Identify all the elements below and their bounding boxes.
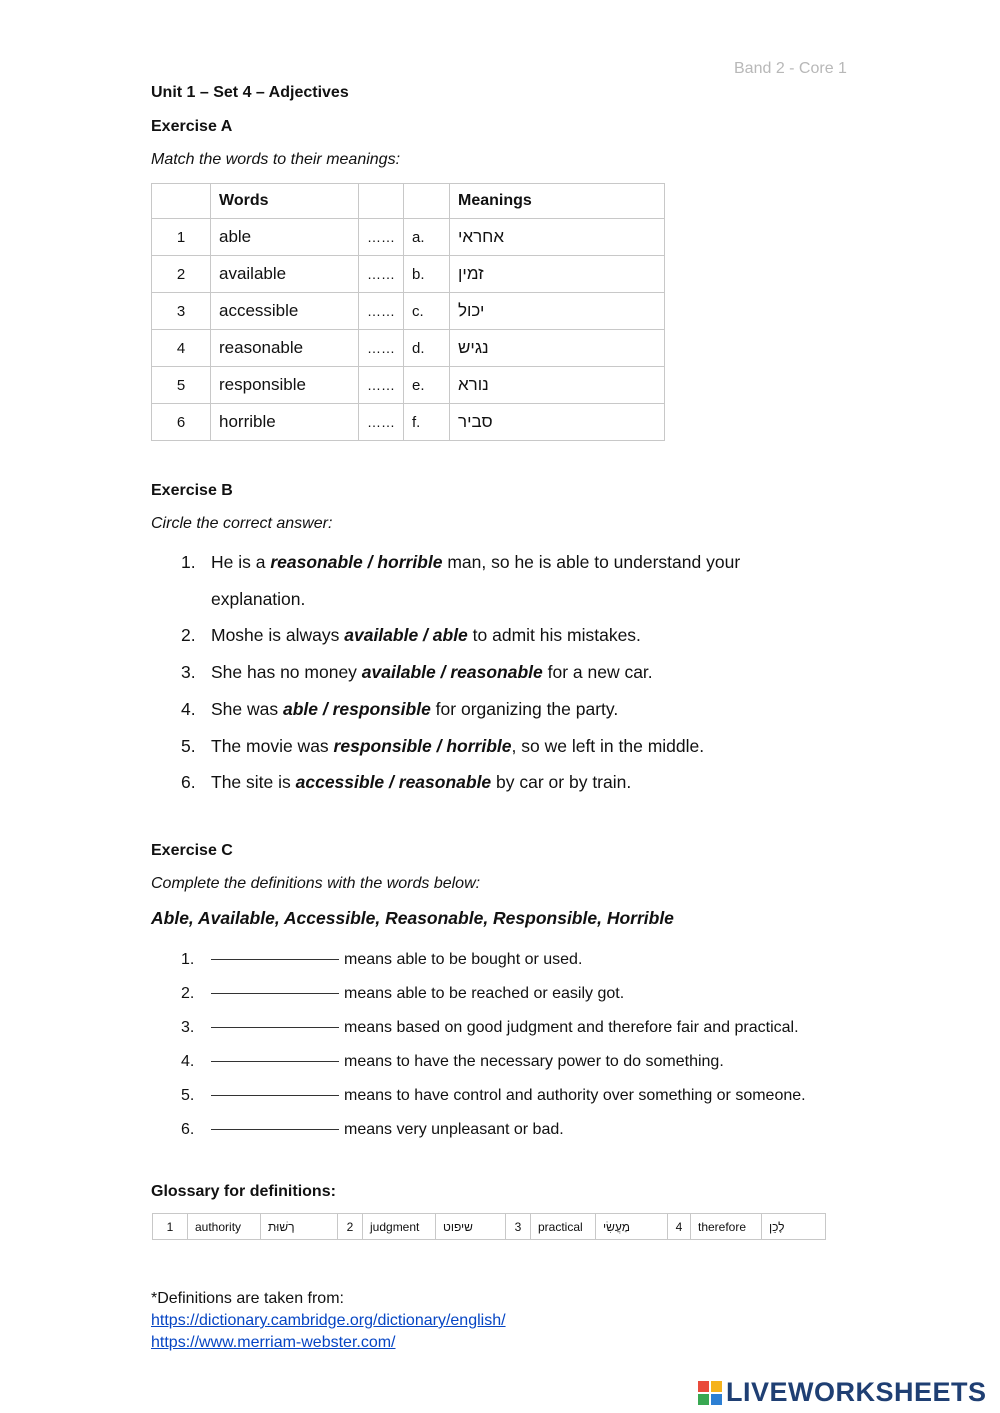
row-word: horrible: [211, 404, 359, 441]
exercise-b-instruction: Circle the correct answer:: [151, 515, 333, 532]
row-meaning: זמין: [450, 256, 665, 293]
logo-text: LIVEWORKSHEETS: [726, 1377, 987, 1407]
item-number: 5.: [181, 735, 196, 756]
list-item: [181, 1113, 861, 1147]
row-word: accessible: [211, 293, 359, 330]
answer-options[interactable]: available / able: [344, 625, 468, 646]
exercise-c-instruction: Complete the definitions with the words below:: [151, 875, 481, 892]
row-meaning: יכול: [450, 293, 665, 330]
item-number: 1.: [181, 951, 195, 968]
row-word: responsible: [211, 367, 359, 404]
exercise-a-instruction: Match the words to their meanings:: [151, 151, 401, 168]
item-number: 4.: [181, 698, 196, 719]
glossary-num: 1: [153, 1214, 188, 1240]
table-row: [152, 219, 665, 256]
row-word: able: [211, 219, 359, 256]
row-word: reasonable: [211, 330, 359, 367]
item-number: 5.: [181, 1087, 195, 1104]
table-row: [152, 293, 665, 330]
answer-blank[interactable]: [211, 943, 339, 960]
row-letter: e.: [404, 367, 450, 404]
answer-options[interactable]: responsible / horrible: [333, 735, 512, 756]
table-row: [152, 256, 665, 293]
row-meaning: אחראי: [450, 219, 665, 256]
exercise-b-title: Exercise B: [151, 482, 233, 499]
answer-blank[interactable]: ……: [359, 404, 404, 441]
glossary-en: authority: [188, 1214, 261, 1240]
row-letter: a.: [404, 219, 450, 256]
row-word: available: [211, 256, 359, 293]
answer-blank[interactable]: [211, 977, 339, 994]
row-number: 6: [152, 404, 211, 441]
answer-blank[interactable]: ……: [359, 367, 404, 404]
item-number: 6.: [181, 1121, 195, 1138]
source-note-text: *Definitions are taken from:: [151, 1290, 344, 1307]
glossary-en: practical: [531, 1214, 596, 1240]
row-number: 4: [152, 330, 211, 367]
glossary-he: שיפוט: [436, 1214, 506, 1240]
item-number: 3.: [181, 1019, 195, 1036]
item-number: 3.: [181, 662, 196, 683]
table-row: [152, 330, 665, 367]
band-label: Band 2 - Core 1: [734, 60, 847, 77]
answer-blank[interactable]: ……: [359, 256, 404, 293]
item-number: 1.: [181, 552, 196, 572]
list-item: [181, 1079, 861, 1113]
exercise-c-list: [181, 943, 861, 1147]
answer-blank[interactable]: [211, 1045, 339, 1062]
definition-text: means able to be bought or used.: [344, 951, 583, 968]
row-meaning: סביר: [450, 404, 665, 441]
merriam-webster-link[interactable]: https://www.merriam-webster.com/: [151, 1334, 396, 1351]
glossary-he: לָכֵן: [762, 1214, 826, 1240]
logo-mark-icon: [698, 1381, 722, 1405]
definition-text: means able to be reached or easily got.: [344, 985, 625, 1002]
glossary-num: 2: [338, 1214, 363, 1240]
words-header: Words: [211, 184, 359, 219]
cambridge-link[interactable]: https://dictionary.cambridge.org/dictionary/english/: [151, 1312, 506, 1329]
answer-options[interactable]: available / reasonable: [361, 662, 543, 683]
glossary-en: judgment: [363, 1214, 436, 1240]
answer-blank[interactable]: ……: [359, 219, 404, 256]
liveworksheets-logo[interactable]: [698, 1377, 987, 1408]
word-bank: Able, Available, Accessible, Reasonable, Responsible, Horrible: [151, 908, 674, 928]
row-letter: f.: [404, 404, 450, 441]
exercise-b-list: [181, 544, 821, 801]
list-item: [181, 1045, 861, 1079]
glossary-table: [152, 1213, 826, 1240]
row-number: 3: [152, 293, 211, 330]
list-item: 5. The movie was responsible / horrible, so we left in the middle.: [181, 728, 821, 765]
definition-text: means to have the necessary power to do something.: [344, 1053, 724, 1070]
list-item: [181, 977, 861, 1011]
answer-blank[interactable]: [211, 1113, 339, 1130]
item-number: 6.: [181, 772, 196, 793]
table-header-row: [152, 184, 665, 219]
item-number: 2.: [181, 985, 195, 1002]
exercise-c-title: Exercise C: [151, 842, 233, 859]
row-meaning: נורא: [450, 367, 665, 404]
list-item: 6. The site is accessible / reasonable by car or by train.: [181, 764, 821, 801]
table-row: [152, 404, 665, 441]
row-number: 5: [152, 367, 211, 404]
meanings-header: Meanings: [450, 184, 665, 219]
answer-blank[interactable]: [211, 1011, 339, 1028]
glossary-en: therefore: [691, 1214, 762, 1240]
glossary-num: 4: [668, 1214, 691, 1240]
table-row: [153, 1214, 826, 1240]
glossary-title: Glossary for definitions:: [151, 1183, 336, 1200]
row-meaning: נגיש: [450, 330, 665, 367]
page-title: Unit 1 – Set 4 – Adjectives: [151, 84, 349, 101]
source-note: [151, 1288, 506, 1354]
list-item: 2. Moshe is always available / able to admit his mistakes.: [181, 617, 821, 654]
exercise-a-title: Exercise A: [151, 118, 233, 135]
glossary-num: 3: [506, 1214, 531, 1240]
glossary-he: רָשׁוּת: [261, 1214, 338, 1240]
list-item: 4. She was able / responsible for organizing the party.: [181, 691, 821, 728]
row-number: 2: [152, 256, 211, 293]
answer-blank[interactable]: ……: [359, 293, 404, 330]
row-letter: c.: [404, 293, 450, 330]
table-row: [152, 367, 665, 404]
definition-text: means to have control and authority over something or someone.: [344, 1087, 806, 1104]
item-number: 4.: [181, 1053, 195, 1070]
answer-blank[interactable]: ……: [359, 330, 404, 367]
list-item: 3. She has no money available / reasonable for a new car.: [181, 654, 821, 691]
item-number: 2.: [181, 625, 196, 646]
definition-text: means very unpleasant or bad.: [344, 1121, 564, 1138]
answer-options[interactable]: accessible / reasonable: [295, 772, 492, 793]
row-number: 1: [152, 219, 211, 256]
row-letter: d.: [404, 330, 450, 367]
glossary-he: מַעֲשִׂי: [596, 1214, 668, 1240]
answer-options[interactable]: able / responsible: [282, 698, 431, 719]
answer-blank[interactable]: [211, 1079, 339, 1096]
row-letter: b.: [404, 256, 450, 293]
list-item: 1. He is a reasonable / horrible man, so he is able to understand your explanation.: [181, 544, 821, 617]
matching-table: [151, 183, 665, 441]
definition-text: means based on good judgment and therefore fair and practical.: [344, 1019, 799, 1036]
answer-options[interactable]: reasonable / horrible: [270, 552, 443, 572]
list-item: [181, 1011, 861, 1045]
list-item: [181, 943, 861, 977]
